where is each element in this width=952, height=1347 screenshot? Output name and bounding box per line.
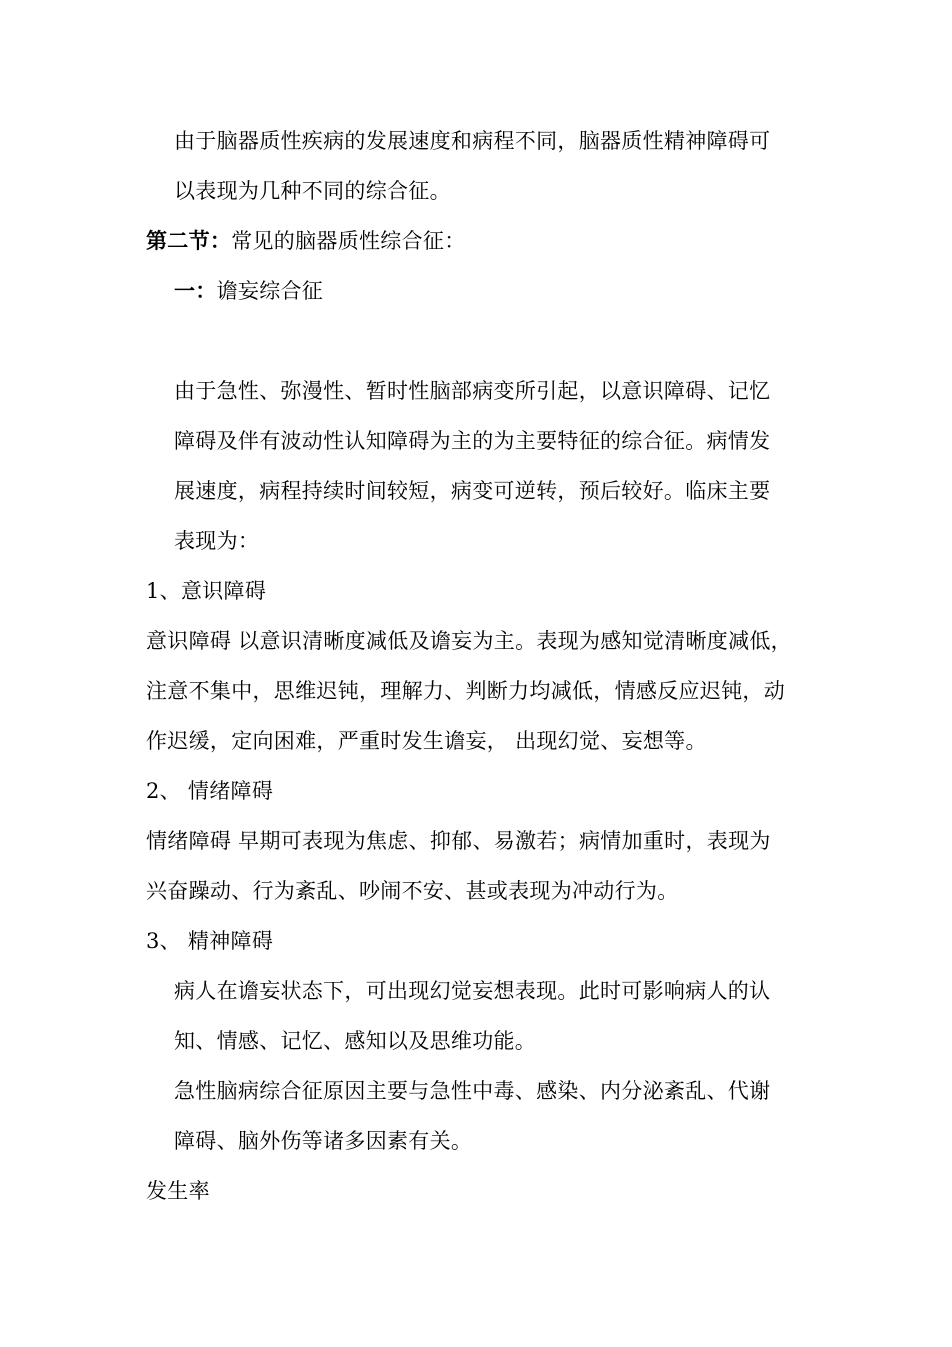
delirium-desc-line-1: 由于急性、弥漫性、暂时性脑部病变所引起，以意识障碍、记忆 <box>174 379 771 403</box>
item-1-line-3: 作迟缓，定向困难，严重时发生谵妄， 出现幻觉、妄想等。 <box>146 729 707 753</box>
item-2-line-2: 兴奋躁动、行为紊乱、吵闹不安、甚或表现为冲动行为。 <box>146 879 679 903</box>
item-1-line-1: 意识障碍 以意识清晰度减低及谵妄为主。表现为感知觉清晰度减低， <box>146 629 792 653</box>
item-1-line-2: 注意不集中，思维迟钝，理解力、判断力均减低，情感反应迟钝，动 <box>146 679 785 703</box>
item-2-heading: 2、 情绪障碍 <box>146 779 274 803</box>
subsection-label: 一： <box>174 278 217 303</box>
item-3-line-2: 知、情感、记忆、感知以及思维功能。 <box>174 1029 537 1053</box>
item-1-heading: 1、意识障碍 <box>146 579 267 603</box>
item-2-line-1: 情绪障碍 早期可表现为焦虑、抑郁、易激若；病情加重时，表现为 <box>146 829 771 853</box>
delirium-desc-line-4: 表现为： <box>174 529 260 553</box>
subsection-title: 谵妄综合征 <box>216 279 324 303</box>
intro-line-1: 由于脑器质性疾病的发展速度和病程不同，脑器质性精神障碍可 <box>174 129 771 153</box>
incidence-heading: 发生率 <box>146 1179 210 1203</box>
item-3-heading: 3、 精神障碍 <box>146 929 274 953</box>
intro-line-2: 以表现为几种不同的综合征。 <box>174 179 451 203</box>
causes-line-1: 急性脑病综合征原因主要与急性中毒、感染、内分泌紊乱、代谢 <box>174 1079 771 1103</box>
section-label: 第二节： <box>146 228 232 253</box>
item-3-line-1: 病人在谵妄状态下，可出现幻觉妄想表现。此时可影响病人的认 <box>174 979 771 1003</box>
causes-line-2: 障碍、脑外伤等诸多因素有关。 <box>174 1129 473 1153</box>
section-title: 常见的脑器质性综合征： <box>231 229 466 253</box>
section-heading <box>146 226 466 256</box>
delirium-desc-line-2: 障碍及伴有波动性认知障碍为主的为主要特征的综合征。病情发 <box>174 429 771 453</box>
subsection-heading <box>174 276 323 306</box>
delirium-desc-line-3: 展速度，病程持续时间较短，病变可逆转，预后较好。临床主要 <box>174 479 771 503</box>
